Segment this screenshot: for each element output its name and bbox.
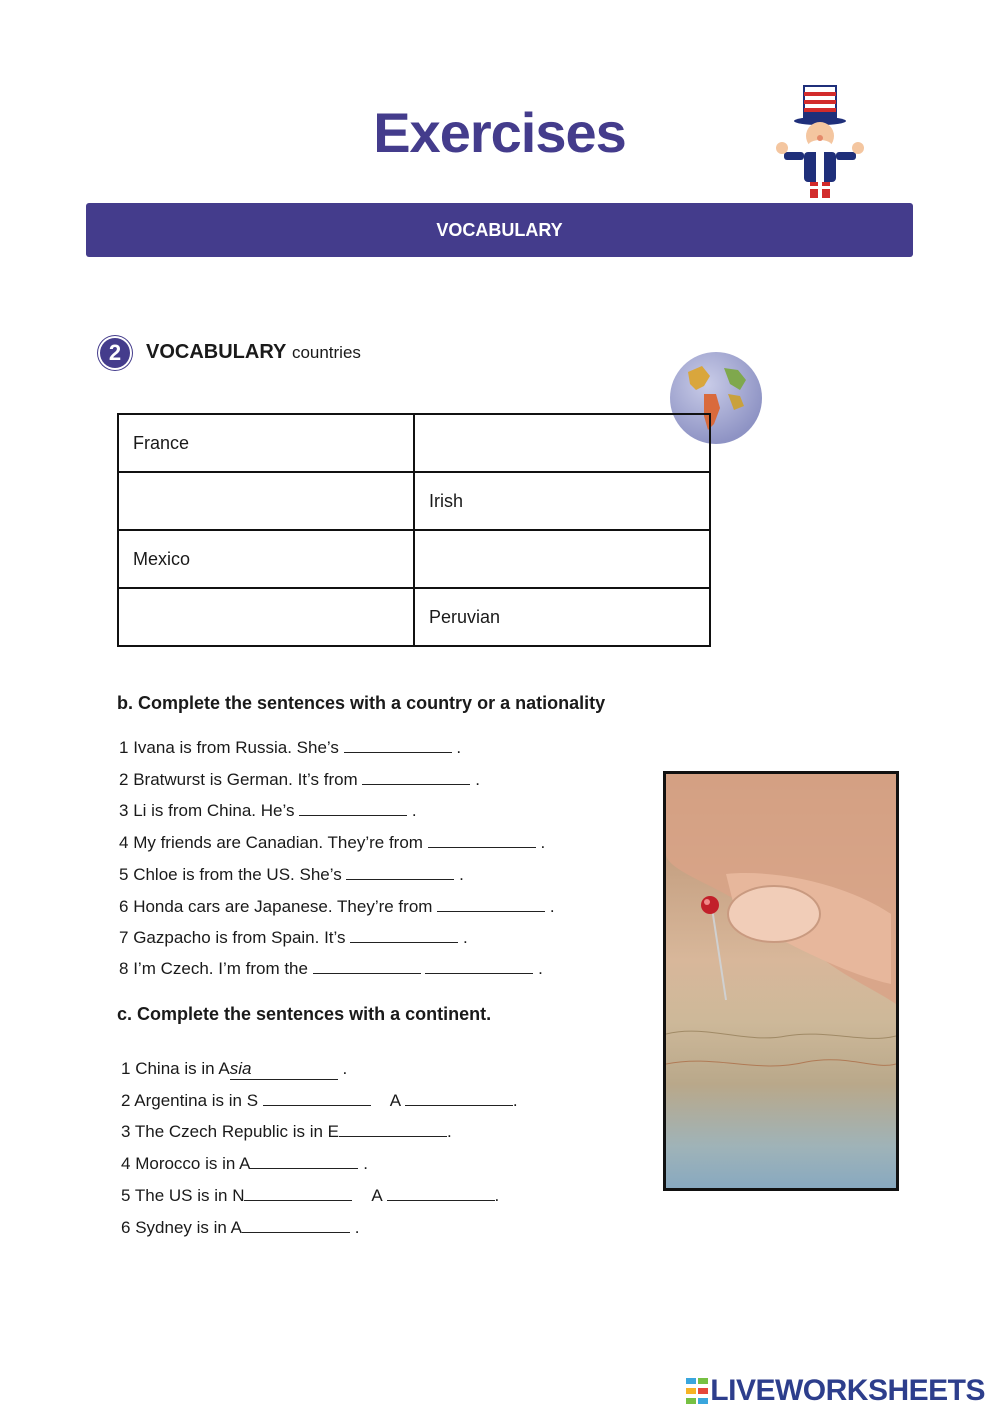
map-pin-photo	[663, 771, 899, 1191]
item-text: Sydney is in A	[135, 1218, 242, 1237]
list-item	[119, 865, 464, 885]
table-cell: Mexico	[118, 530, 414, 588]
list-item	[119, 738, 461, 758]
answer-blank[interactable]	[299, 801, 407, 816]
section-title-sub: countries	[291, 343, 361, 362]
table-cell: Irish	[414, 472, 710, 530]
item-number: 2	[119, 770, 129, 789]
item-text: Morocco is in A	[135, 1154, 251, 1173]
list-item	[121, 1218, 359, 1238]
part-c-instruction: c. Complete the sentences with a continent.	[117, 1004, 492, 1024]
vocabulary-table	[117, 413, 711, 647]
item-end: .	[462, 928, 468, 947]
list-item	[121, 1186, 499, 1206]
item-mid: A	[389, 1091, 401, 1110]
answer-cell[interactable]	[118, 472, 414, 530]
item-text: China is in A	[135, 1059, 230, 1078]
item-end: .	[540, 833, 546, 852]
item-end: .	[512, 1091, 518, 1110]
answer-blank[interactable]	[428, 833, 536, 848]
table-row	[118, 472, 710, 530]
list-item	[121, 1091, 518, 1111]
item-text: Ivana is from Russia. She’s	[133, 738, 339, 757]
answer-blank[interactable]	[387, 1186, 495, 1201]
item-end: .	[342, 1059, 348, 1078]
uncle-sam-illustration	[770, 84, 870, 202]
item-number: 3	[119, 801, 129, 820]
item-end: .	[354, 1218, 360, 1237]
item-mid: A	[371, 1186, 382, 1205]
page-title: Exercises	[373, 101, 626, 164]
answer-blank[interactable]	[250, 1154, 358, 1169]
section-title	[146, 341, 361, 364]
list-item	[119, 928, 468, 948]
item-number: 1	[119, 738, 129, 757]
list-item	[121, 1122, 452, 1142]
section-banner: VOCABULARY	[86, 203, 913, 257]
list-item	[119, 833, 545, 853]
answer-cell[interactable]	[414, 414, 710, 472]
logo-text: LIVEWORKSHEETS	[710, 1374, 985, 1407]
answer-blank[interactable]	[425, 959, 533, 974]
item-text: Bratwurst is German. It’s from	[133, 770, 358, 789]
item-number: 5	[119, 865, 129, 884]
list-item	[119, 801, 417, 821]
answer-blank[interactable]	[344, 738, 452, 753]
answer-blank[interactable]	[242, 1218, 350, 1233]
table-row	[118, 530, 710, 588]
section-number-badge: 2	[100, 338, 130, 368]
liveworksheets-logo	[686, 1374, 985, 1408]
item-end: .	[363, 1154, 368, 1173]
item-end: .	[494, 1186, 500, 1205]
list-item	[119, 959, 543, 979]
table-row	[118, 414, 710, 472]
table-cell: France	[118, 414, 414, 472]
item-text: My friends are Canadian. They’re from	[133, 833, 423, 852]
item-end: .	[446, 1122, 452, 1141]
item-number: 7	[119, 928, 129, 947]
answer-blank[interactable]	[405, 1091, 513, 1106]
item-number: 5	[121, 1186, 131, 1205]
item-number: 6	[121, 1218, 131, 1237]
list-item	[119, 770, 480, 790]
logo-icon	[686, 1378, 708, 1404]
item-end: .	[411, 801, 417, 820]
list-item	[121, 1154, 368, 1174]
item-end: .	[549, 897, 555, 916]
list-item	[119, 897, 555, 917]
answer-blank[interactable]	[313, 959, 421, 974]
item-text: The Czech Republic is in E	[134, 1122, 339, 1141]
item-end: .	[456, 738, 462, 757]
item-text: The US is in N	[134, 1186, 245, 1205]
answer-cell[interactable]	[118, 588, 414, 646]
answer-blank[interactable]	[346, 865, 454, 880]
item-text: Chloe is from the US. She’s	[133, 865, 342, 884]
answer-blank[interactable]	[244, 1186, 352, 1201]
table-row	[118, 588, 710, 646]
item-end: .	[475, 770, 480, 789]
item-text: Argentina is in S	[134, 1091, 259, 1110]
answer-blank[interactable]	[350, 928, 458, 943]
answer-blank[interactable]	[339, 1122, 447, 1137]
item-end: .	[538, 959, 543, 978]
answer-cell[interactable]	[414, 530, 710, 588]
item-number: 4	[119, 833, 129, 852]
table-cell: Peruvian	[414, 588, 710, 646]
item-text: I’m Czech. I’m from the	[133, 959, 308, 978]
item-number: 3	[121, 1122, 131, 1141]
finger-pin-icon	[666, 774, 896, 1188]
item-text: Gazpacho is from Spain. It’s	[133, 928, 346, 947]
list-item	[121, 1059, 347, 1080]
answer-blank[interactable]	[263, 1091, 371, 1106]
answer-blank[interactable]	[437, 897, 545, 912]
answer-blank[interactable]	[362, 770, 470, 785]
item-text: Li is from China. He’s	[133, 801, 295, 820]
item-number: 6	[119, 897, 129, 916]
item-end: .	[459, 865, 464, 884]
item-number: 1	[121, 1059, 131, 1078]
item-number: 2	[121, 1091, 131, 1110]
item-number: 8	[119, 959, 129, 978]
item-text: Honda cars are Japanese. They’re from	[133, 897, 433, 916]
item-number: 4	[121, 1154, 131, 1173]
section-title-bold: VOCABULARY	[146, 341, 287, 363]
part-b-instruction: b. Complete the sentences with a country or a nationality	[117, 693, 606, 713]
answer-blank[interactable]: sia	[230, 1059, 338, 1080]
